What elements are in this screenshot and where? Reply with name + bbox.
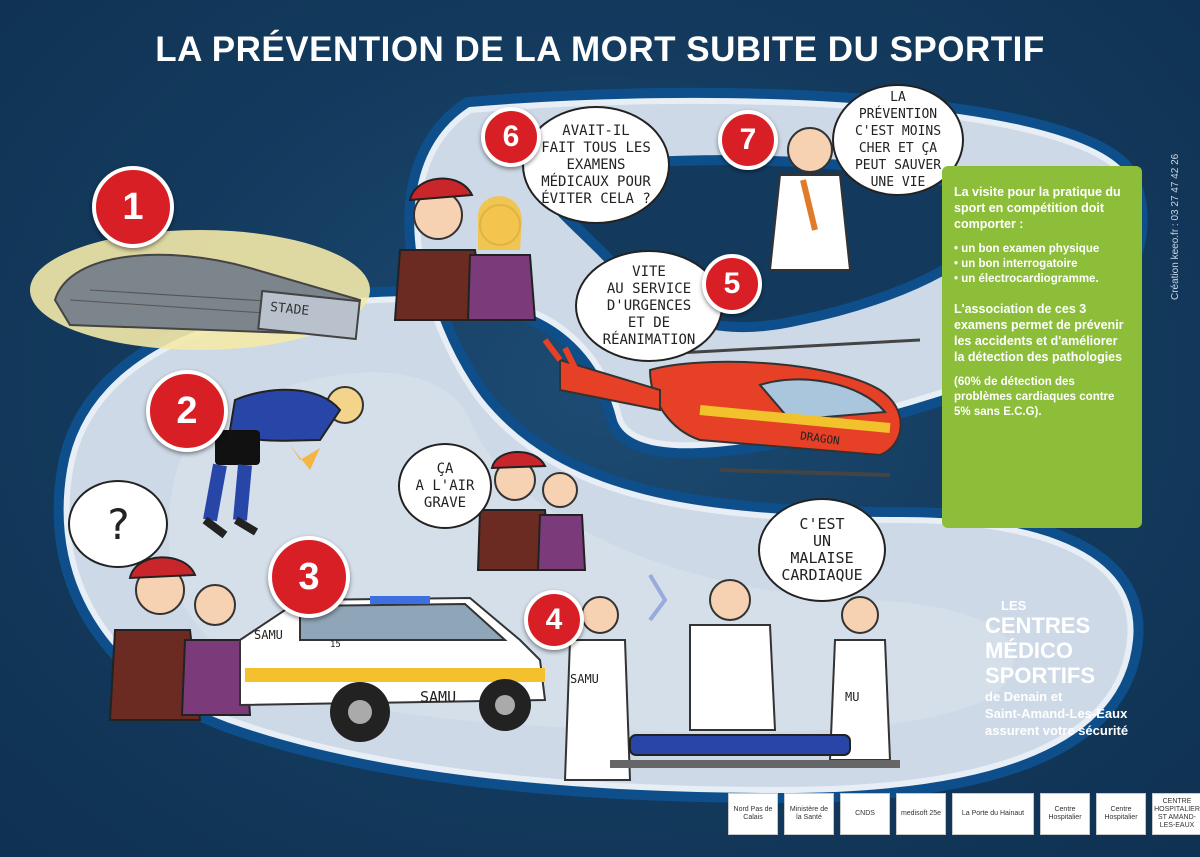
centres-sub1: de Denain et: [985, 689, 1063, 704]
info-association: L'association de ces 3 examens permet de prévenir les accidents et d'améliorer la détection des pathologies: [954, 302, 1124, 364]
info-intro: La visite pour la pratique du sport en compétition doit comporter :: [954, 185, 1121, 231]
samu-car-side-label: SAMU: [254, 628, 283, 642]
centres-les: LES: [1001, 598, 1027, 613]
helicopter-label: DRAGON: [799, 429, 841, 448]
logo-centre-hospitalier-2: Centre Hospitalier: [1096, 793, 1146, 835]
speech-bubble-prevention: LA PRÉVENTION C'EST MOINS CHER ET ÇA PEUT SAUVER UNE VIE: [832, 84, 964, 196]
medical-scene: [565, 575, 900, 780]
logo-ministere: Ministère de la Santé: [784, 793, 834, 835]
centres-block: [985, 598, 1185, 739]
info-list: [954, 242, 1130, 287]
step-badge-7: 7: [718, 110, 778, 170]
speech-bubble-examens: AVAIT-IL FAIT TOUS LES EXAMENS MÉDICAUX POUR ÉVITER CELA ?: [522, 106, 670, 224]
mu-person-label: MU: [845, 690, 860, 704]
speech-bubble-grave: ÇA A L'AIR GRAVE: [398, 443, 492, 529]
samu-car-door-number: 15: [330, 640, 341, 650]
logo-nord-pas-de-calais: Nord Pas de Calais: [728, 793, 778, 835]
logo-medisoft: medisoft 25e: [896, 793, 946, 835]
info-stats: (60% de détection des problèmes cardiaques contre 5% sans E.C.G).: [954, 376, 1115, 418]
samu-car-front-label: SAMU: [420, 688, 457, 706]
speech-bubble-urgences: VITE AU SERVICE D'URGENCES ET DE RÉANIMATION: [575, 250, 723, 362]
stadium-illustration: [30, 230, 370, 350]
logo-centre-hospitalier-1: Centre Hospitalier: [1040, 793, 1090, 835]
info-list-item: • un bon interrogatoire: [954, 257, 1130, 272]
samu-person-label: SAMU: [570, 672, 599, 686]
step-badge-4: 4: [524, 590, 584, 650]
logo-cnds: CNDS: [840, 793, 890, 835]
credit-text: Création keeo.fr : 03 27 47 42 26: [1170, 153, 1181, 300]
step-badge-2: 2: [146, 370, 228, 452]
centres-line1: CENTRES: [985, 613, 1091, 638]
step-badge-3: 3: [268, 536, 350, 618]
step-badge-6: 6: [481, 107, 541, 167]
partner-logos: [728, 793, 1200, 835]
info-list-item: • un électrocardiogramme.: [954, 272, 1130, 287]
speech-bubble-confused: ?: [68, 480, 168, 568]
step-badge-5: 5: [702, 254, 762, 314]
centres-line3: SPORTIFS: [985, 663, 1096, 688]
poster-title: LA PRÉVENTION DE LA MORT SUBITE DU SPORTIF: [155, 30, 1045, 69]
centres-line2: MÉDICO: [985, 638, 1073, 663]
info-list-item: • un bon examen physique: [954, 242, 1130, 257]
speech-bubble-malaise: C'EST UN MALAISE CARDIAQUE: [758, 498, 886, 602]
step-badge-1: 1: [92, 166, 174, 248]
logo-porte-du-hainaut: La Porte du Hainaut: [952, 793, 1034, 835]
logo-ch-st-amand: CENTRE HOSPITALIER ST AMAND-LES-EAUX: [1152, 793, 1200, 835]
centres-sub3: assurent votre sécurité: [985, 723, 1129, 738]
centres-sub2: Saint-Amand-Les-Eaux: [985, 706, 1128, 721]
info-box: [942, 166, 1142, 528]
stade-sign: STADE: [269, 299, 310, 320]
